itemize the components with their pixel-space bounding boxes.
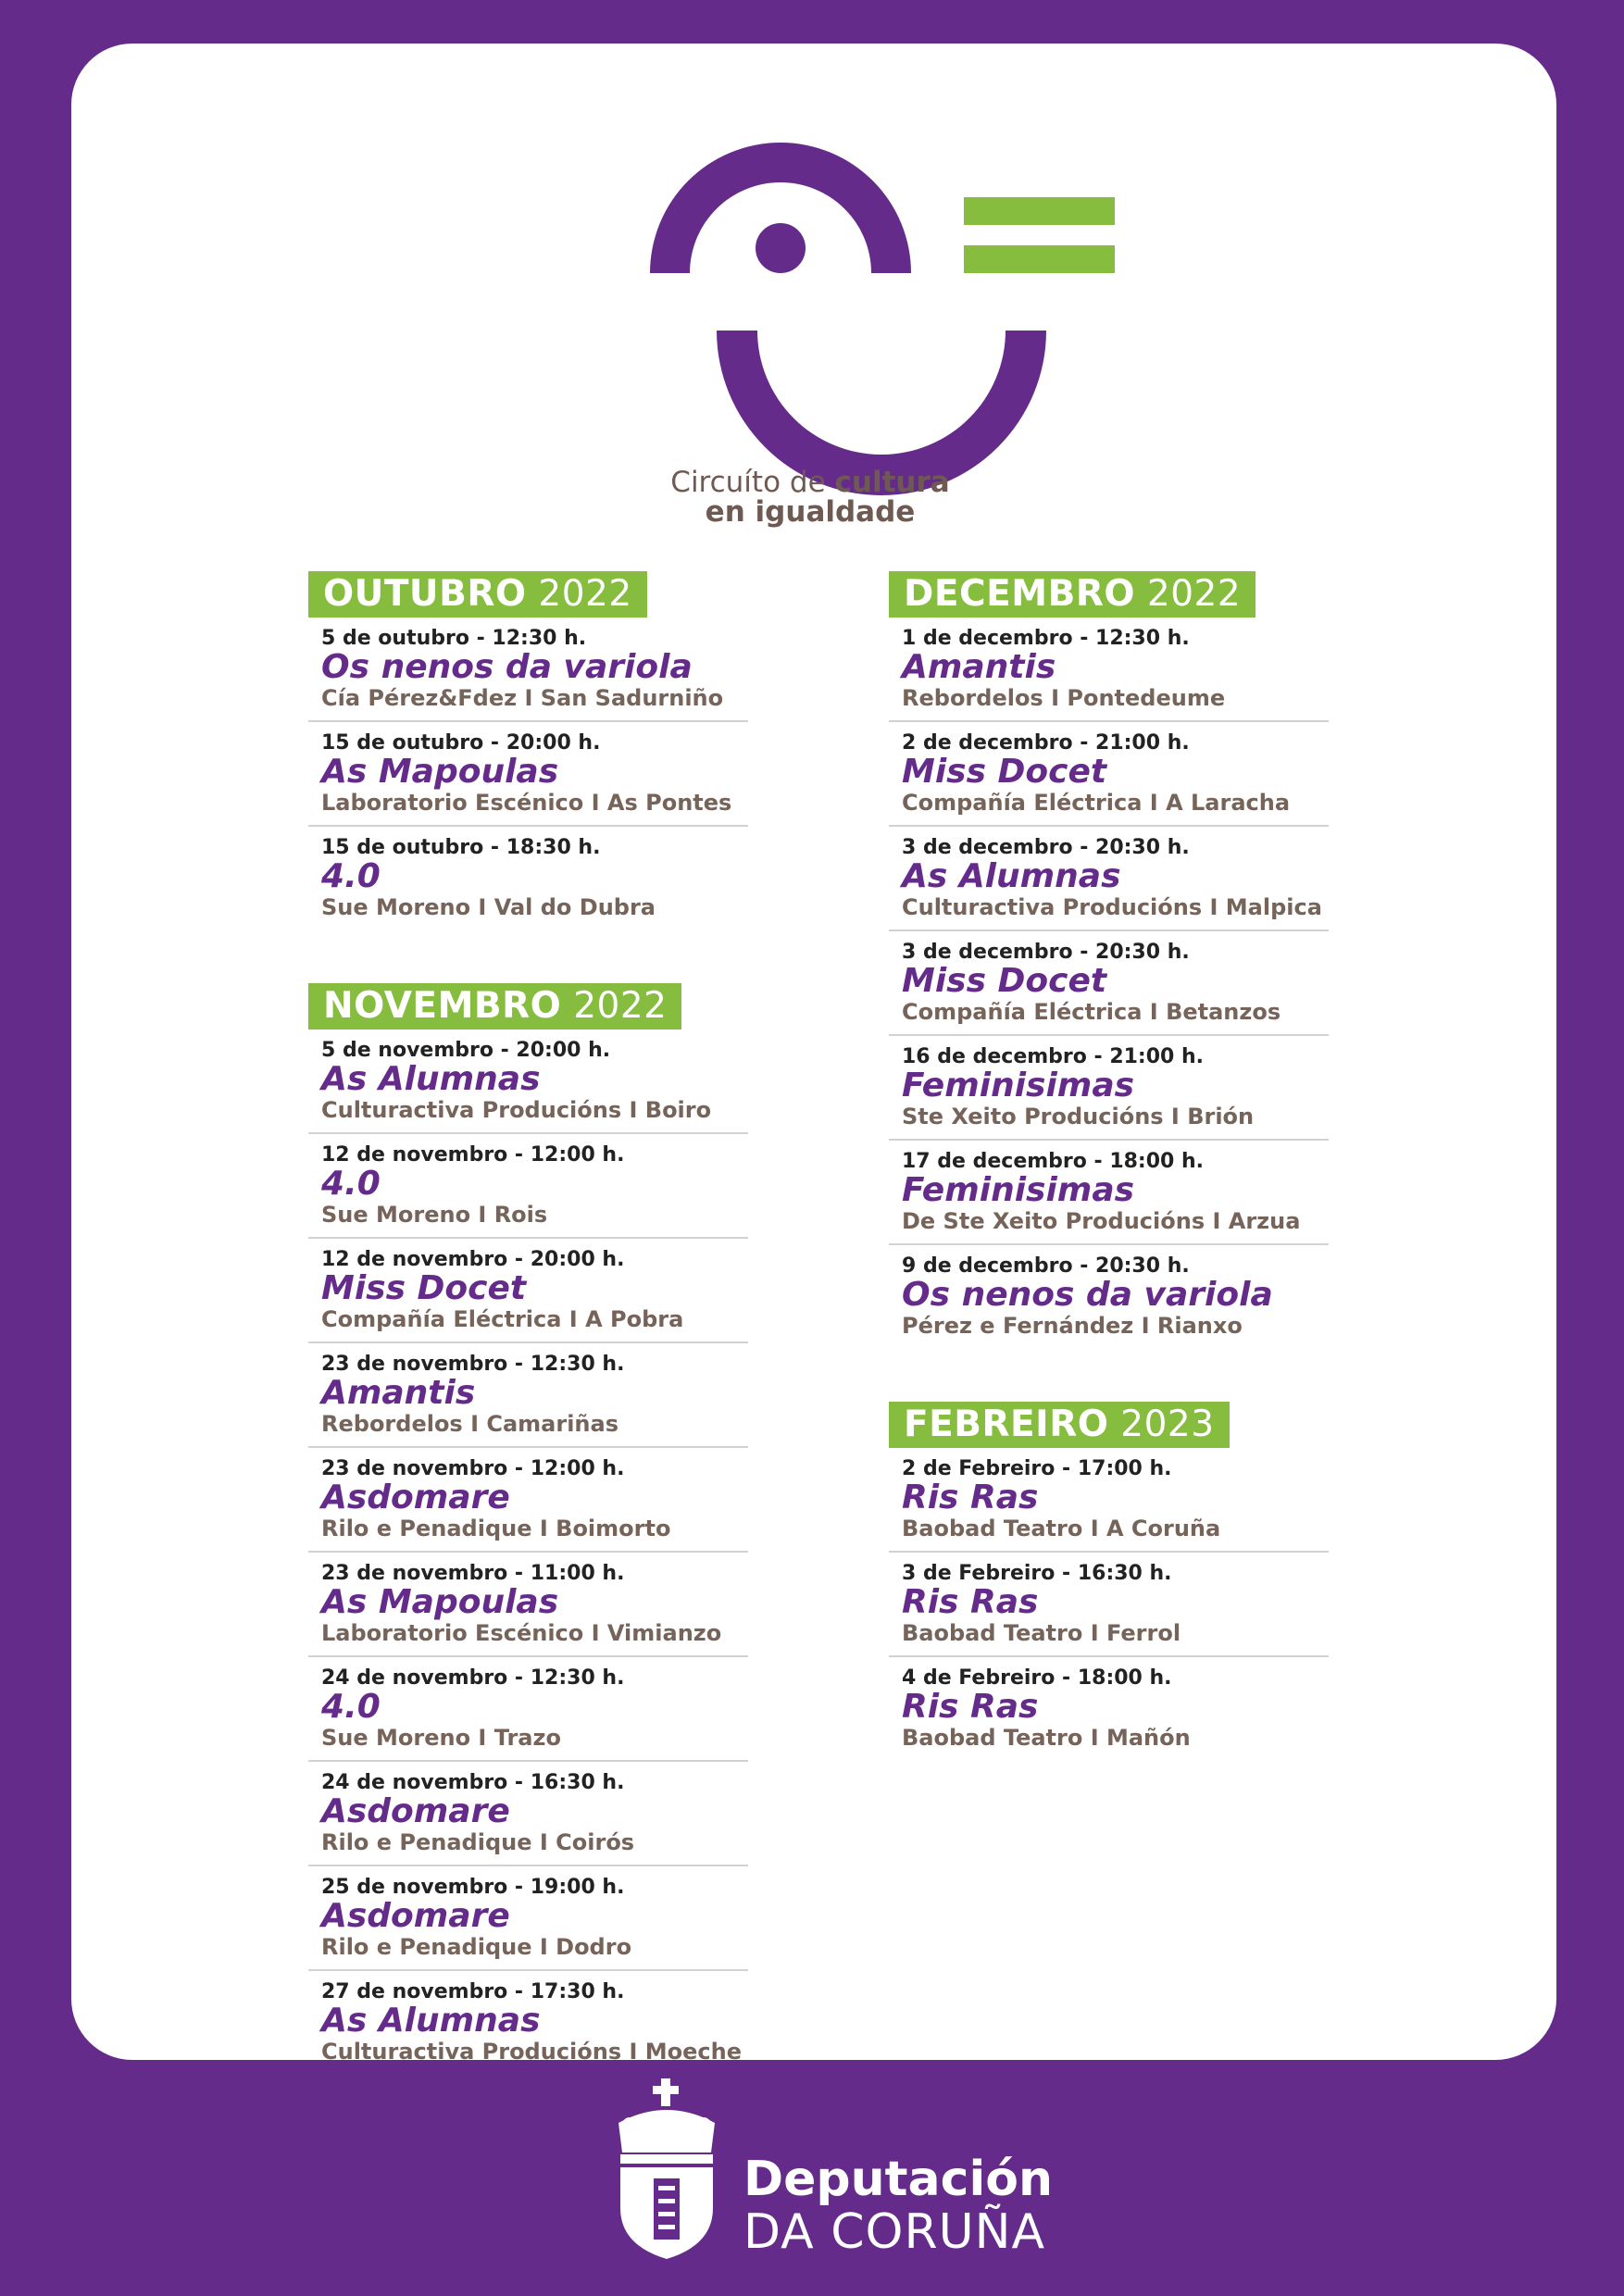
- event-company: Sue Moreno I Rois: [321, 1202, 548, 1228]
- event-title: As Alumnas: [321, 1060, 541, 1098]
- event-date: 17 de decembro - 18:00 h.: [902, 1150, 1205, 1173]
- event-title: As Mapoulas: [321, 1583, 559, 1621]
- event-title: Miss Docet: [902, 962, 1107, 1000]
- event-item: [889, 1245, 1329, 1348]
- event-company: Culturactiva Producións I Malpica: [902, 894, 1322, 920]
- event-item: [889, 1448, 1329, 1553]
- event-title: Ris Ras: [902, 1583, 1039, 1621]
- event-item: [889, 1657, 1329, 1760]
- event-date: 15 de outubro - 20:00 h.: [321, 731, 601, 755]
- month-section: [889, 1402, 1329, 1760]
- poster-card: [71, 44, 1556, 2060]
- month-year: 2023: [1120, 1404, 1215, 1445]
- event-date: 5 de novembro - 20:00 h.: [321, 1039, 611, 1062]
- event-company: Pérez e Fernández I Rianxo: [902, 1313, 1243, 1339]
- event-company: Culturactiva Producións I Boiro: [321, 1097, 712, 1123]
- event-title: Os nenos da variola: [902, 1276, 1273, 1314]
- event-item: [308, 1029, 748, 1134]
- event-date: 4 de Febreiro - 18:00 h.: [902, 1666, 1172, 1690]
- event-date: 15 de outubro - 18:30 h.: [321, 836, 601, 859]
- event-company: Baobad Teatro I Ferrol: [902, 1620, 1181, 1646]
- event-company: Compañía Eléctrica I Betanzos: [902, 999, 1281, 1025]
- event-title: Miss Docet: [902, 753, 1107, 791]
- event-date: 12 de novembro - 20:00 h.: [321, 1248, 625, 1271]
- event-date: 23 de novembro - 12:00 h.: [321, 1457, 625, 1480]
- event-date: 2 de Febreiro - 17:00 h.: [902, 1457, 1172, 1480]
- month-section: [308, 983, 748, 2074]
- logo-tagline: Circuíto de cultura en igualdade: [670, 466, 950, 529]
- event-item: [308, 1971, 748, 2074]
- event-date: 27 de novembro - 17:30 h.: [321, 1980, 625, 2003]
- footer-line-2: DA CORUÑA: [743, 2204, 1046, 2260]
- event-title: Ris Ras: [902, 1688, 1039, 1726]
- event-item: [308, 827, 748, 930]
- event-title: Amantis: [902, 648, 1056, 686]
- event-company: Rebordelos I Camariñas: [321, 1411, 618, 1437]
- footer-line-1: Deputación: [743, 2152, 1054, 2207]
- event-item: [308, 1343, 748, 1448]
- event-title: Asdomare: [321, 1897, 510, 1935]
- event-item: [889, 722, 1329, 827]
- month-header: [308, 983, 681, 1029]
- event-item: [308, 1448, 748, 1553]
- month-name: OUTUBRO: [323, 573, 527, 615]
- event-company: Rebordelos I Pontedeume: [902, 685, 1226, 711]
- event-item: [308, 1239, 748, 1343]
- schedule-column-right: [889, 571, 1329, 1814]
- event-item: [889, 931, 1329, 1036]
- event-item: [889, 618, 1329, 722]
- event-item: [889, 1553, 1329, 1657]
- event-company: De Ste Xeito Producións I Arzua: [902, 1208, 1301, 1234]
- event-company: Ste Xeito Producións I Brión: [902, 1104, 1255, 1129]
- event-company: Rilo e Penadique I Dodro: [321, 1934, 632, 1960]
- event-title: Os nenos da variola: [321, 648, 693, 686]
- event-item: [308, 618, 748, 722]
- event-title: Asdomare: [321, 1792, 510, 1830]
- event-company: Culturactiva Producións I Moeche: [321, 2039, 743, 2065]
- event-date: 23 de novembro - 12:30 h.: [321, 1353, 625, 1376]
- event-date: 3 de decembro - 20:30 h.: [902, 836, 1190, 859]
- event-company: Laboratorio Escénico I As Pontes: [321, 790, 732, 816]
- footer-wordmark: [743, 2152, 1053, 2258]
- event-item: [889, 1036, 1329, 1141]
- month-year: 2022: [1146, 573, 1242, 615]
- month-year: 2022: [538, 573, 632, 615]
- event-date: 1 de decembro - 12:30 h.: [902, 627, 1190, 650]
- event-title: Feminisimas: [902, 1067, 1135, 1104]
- event-date: 9 de decembro - 20:30 h.: [902, 1254, 1190, 1278]
- deputacion-crest-icon: [611, 2078, 722, 2259]
- event-item: [308, 1866, 748, 1971]
- event-item: [308, 722, 748, 827]
- event-item: [308, 1553, 748, 1657]
- event-company: Rilo e Penadique I Boimorto: [321, 1516, 671, 1541]
- event-title: 4.0: [321, 1688, 381, 1726]
- event-item: [889, 827, 1329, 931]
- event-title: Ris Ras: [902, 1479, 1039, 1516]
- event-company: Rilo e Penadique I Coirós: [321, 1829, 635, 1855]
- event-item: [308, 1657, 748, 1762]
- event-title: As Mapoulas: [321, 753, 559, 791]
- event-date: 5 de outubro - 12:30 h.: [321, 627, 587, 650]
- event-title: Asdomare: [321, 1479, 510, 1516]
- event-date: 24 de novembro - 16:30 h.: [321, 1771, 625, 1794]
- event-date: 24 de novembro - 12:30 h.: [321, 1666, 625, 1690]
- month-section: [308, 571, 748, 930]
- month-name: NOVEMBRO: [323, 985, 562, 1027]
- event-company: Laboratorio Escénico I Vimianzo: [321, 1620, 722, 1646]
- event-date: 3 de Febreiro - 16:30 h.: [902, 1562, 1172, 1585]
- month-header: [889, 1402, 1230, 1448]
- event-date: 12 de novembro - 12:00 h.: [321, 1143, 625, 1167]
- month-name: DECEMBRO: [904, 573, 1135, 615]
- event-title: As Alumnas: [321, 2002, 541, 2040]
- event-date: 3 de decembro - 20:30 h.: [902, 941, 1190, 964]
- event-title: 4.0: [321, 1165, 381, 1203]
- event-company: Compañía Eléctrica I A Pobra: [321, 1306, 684, 1332]
- event-date: 25 de novembro - 19:00 h.: [321, 1876, 625, 1899]
- event-date: 2 de decembro - 21:00 h.: [902, 731, 1190, 755]
- month-section: [889, 571, 1329, 1348]
- event-company: Cía Pérez&Fdez I San Sadurniño: [321, 685, 724, 711]
- event-title: As Alumnas: [902, 857, 1121, 895]
- event-company: Sue Moreno I Val do Dubra: [321, 894, 656, 920]
- event-company: Baobad Teatro I A Coruña: [902, 1516, 1221, 1541]
- event-company: Baobad Teatro I Mañón: [902, 1725, 1191, 1751]
- event-item: [889, 1141, 1329, 1245]
- event-item: [308, 1134, 748, 1239]
- month-year: 2022: [573, 985, 668, 1027]
- event-title: Amantis: [321, 1374, 476, 1412]
- equality-logo-icon: [645, 136, 1127, 502]
- event-title: 4.0: [321, 857, 381, 895]
- event-title: Feminisimas: [902, 1171, 1135, 1209]
- event-title: Miss Docet: [321, 1269, 527, 1307]
- month-name: FEBREIRO: [904, 1404, 1109, 1445]
- month-header: [308, 571, 647, 618]
- month-header: [889, 571, 1255, 618]
- event-date: 16 de decembro - 21:00 h.: [902, 1045, 1205, 1068]
- event-company: Sue Moreno I Trazo: [321, 1725, 561, 1751]
- event-item: [308, 1762, 748, 1866]
- event-date: 23 de novembro - 11:00 h.: [321, 1562, 625, 1585]
- event-company: Compañía Eléctrica I A Laracha: [902, 790, 1291, 816]
- schedule-column-left: [308, 571, 748, 2128]
